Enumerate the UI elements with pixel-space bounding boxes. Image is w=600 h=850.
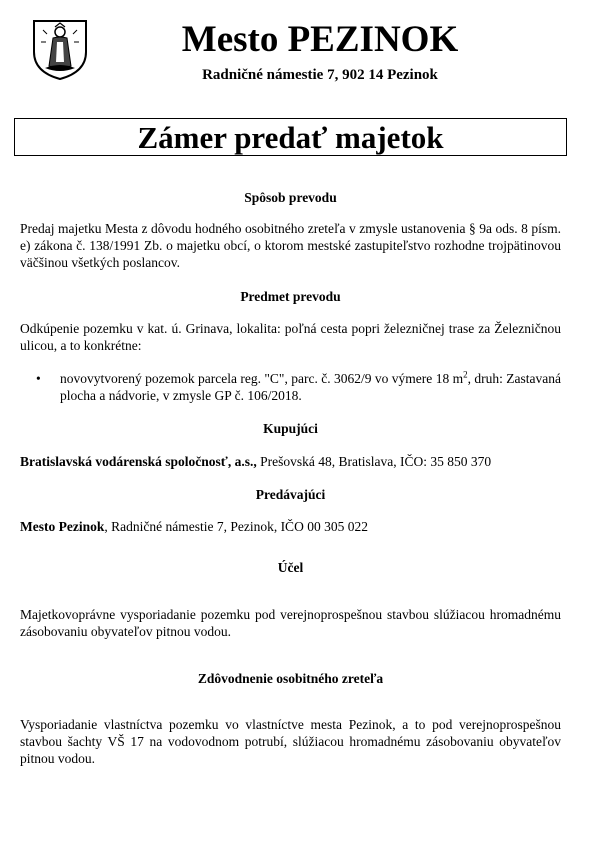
section-text-ucel: Majetkovoprávne vysporiadanie pozemku pod verejnoprospešnou stavbou slúžiacou hromadnému zásobovaniu obyvateľov pitnou vodou. [20, 607, 561, 639]
buyer-details: Prešovská 48, Bratislava, IČO: 35 850 370 [256, 454, 492, 469]
document-title: Zámer predať majetok [14, 118, 567, 156]
section-text-kupujuci [20, 453, 561, 470]
section-text-predavajuci [20, 518, 561, 535]
city-address: Radničné námestie 7, 902 14 Pezinok [202, 67, 438, 83]
section-text-predmet: Odkúpenie pozemku v kat. ú. Grinava, lokalita: poľná cesta popri železničnej trase za Železničnou ulicou, a to konkrétne: [20, 321, 561, 353]
section-text-sposob: Predaj majetku Mesta z dôvodu hodného osobitného zreteľa v zmysle ustanovenia § 9a ods. 8 písm. e) zákona č. 138/1991 Zb. o majetku obcí, o ktorom mestské zastupiteľstvo rozhodne trojpätinovou väčšinou všetkých poslancov. [20, 221, 561, 270]
section-heading-predavajuci: Predávajúci [255, 487, 326, 502]
section-heading-kupujuci: Kupujúci [263, 421, 318, 436]
city-coat-of-arms-icon [31, 18, 89, 81]
seller-details: , Radničné námestie 7, Pezinok, IČO 00 305 022 [104, 519, 368, 534]
city-title: Mesto PEZINOK [181, 19, 459, 60]
list-item [36, 370, 561, 404]
section-heading-sposob: Spôsob prevodu [244, 190, 337, 205]
section-heading-ucel: Účel [277, 560, 304, 575]
section-text-zdovodnenie: Vysporiadanie vlastníctva pozemku vo vlastníctve mesta Pezinok, a to pod verejnoprospešnou stavbou šachty VŠ 17 na vodovodnom potrubí, slúžiacou hromadnému zásobovaniu obyvateľov pitnou vodou. [20, 717, 561, 766]
buyer-name: Bratislavská vodárenská spoločnosť, a.s., [20, 454, 257, 469]
section-heading-zdovodnenie: Zdôvodnenie osobitného zreteľa [197, 671, 384, 686]
seller-name: Mesto Pezinok [20, 519, 105, 534]
section-heading-predmet: Predmet prevodu [240, 289, 341, 304]
bullet-icon: • [36, 371, 41, 386]
list-item-text: novovytvorený pozemok parcela reg. "C", parc. č. 3062/9 vo výmere 18 $m^2$, druh: Zastavaná plocha a nádvorie, v zmysle GP č. 106/2018. [60, 369, 562, 403]
